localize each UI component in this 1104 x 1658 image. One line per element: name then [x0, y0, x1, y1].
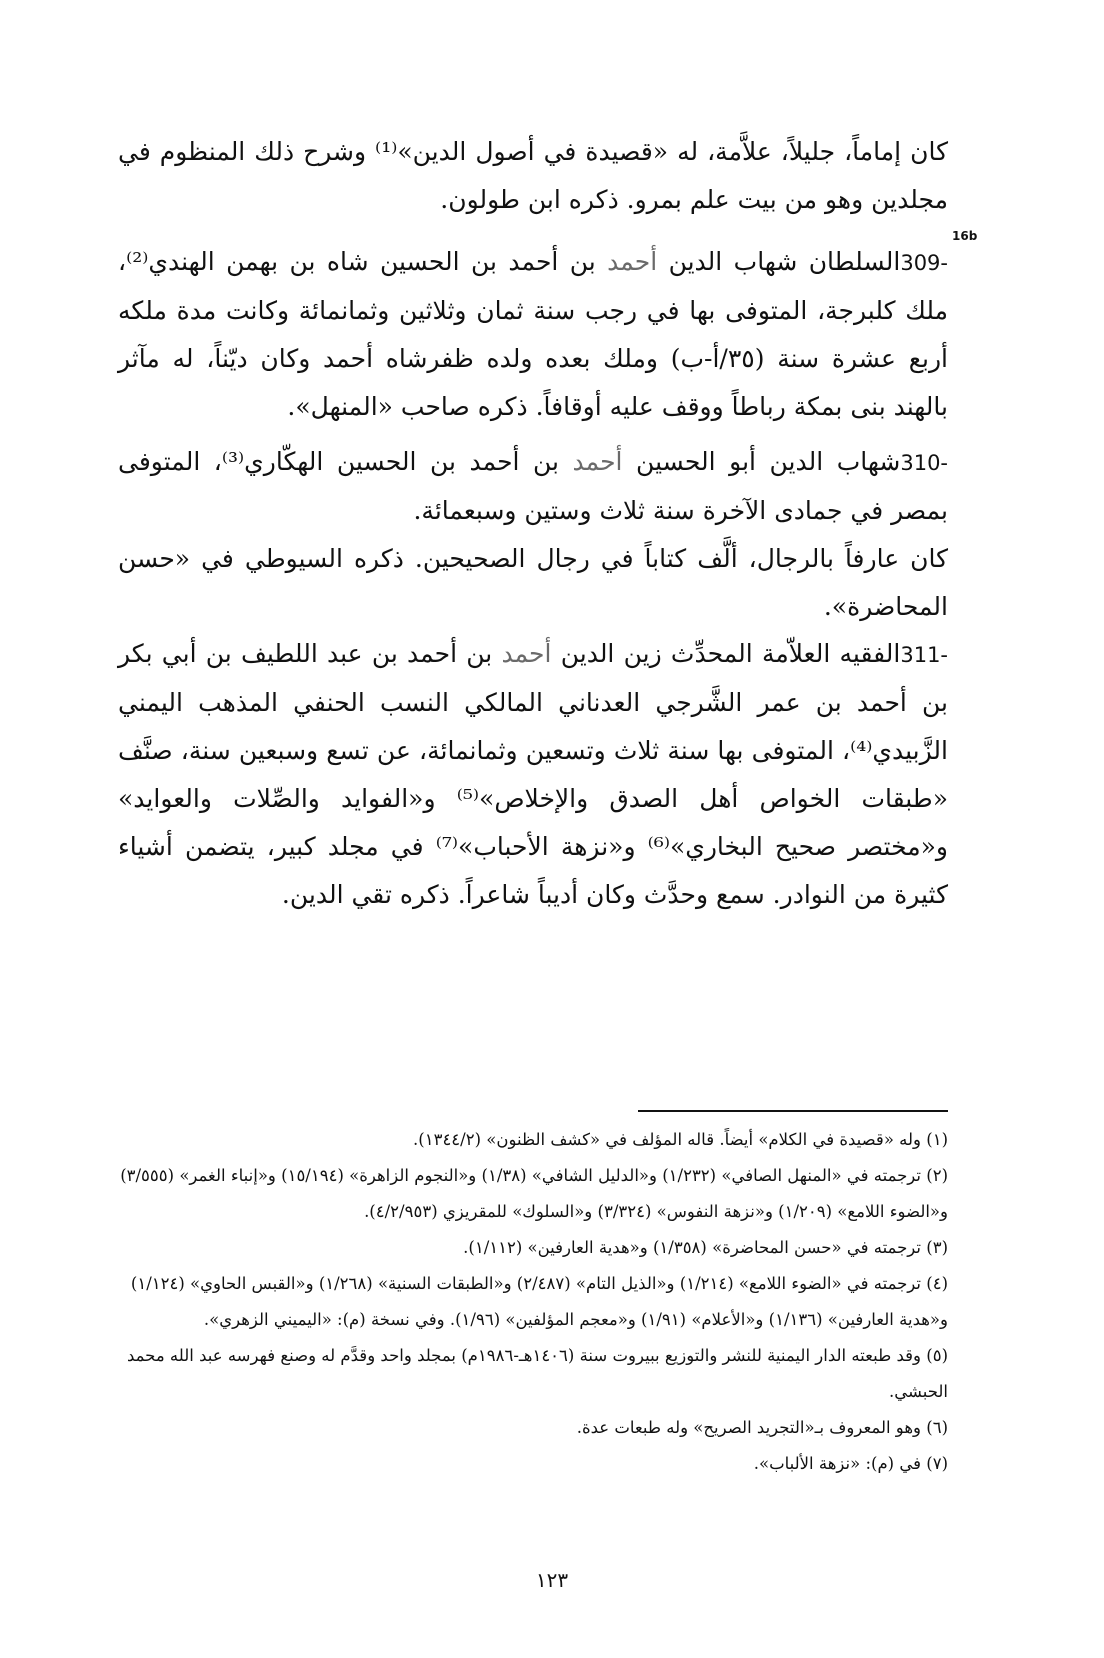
entry-text: بن أحمد بن الحسين الهكّاري⁽³⁾، المتوفى بمصر في جمادى الآخرة سنة ثلاث وستين وسبعمائة.	[118, 447, 948, 525]
continuation-line-1: كان إماماً، جليلاً، علاَّمة، له «قصيدة في أصول الدين»⁽¹⁾ وشرح ذلك المنظوم في	[118, 137, 948, 166]
footnote-3: (٣) ترجمته في «حسن المحاضرة» (١/٣٥٨) و«هدية العارفين» (١/١١٢).	[463, 1238, 948, 1257]
entry-name-highlight: أحمد	[572, 447, 623, 476]
entry-name-highlight: أحمد	[501, 639, 552, 668]
entry-number: 310-	[900, 451, 949, 475]
entry-310	[118, 438, 948, 631]
main-text	[118, 128, 948, 224]
entry-310-paragraph-2: كان عارفاً بالرجال، ألَّف كتاباً في رجال الصحيحين. ذكره السيوطي في «حسن المحاضرة».	[118, 544, 948, 621]
entry-number: 309-	[900, 251, 948, 275]
entry-309	[118, 238, 948, 431]
footnote-2: (٢) ترجمته في «المنهل الصافي» (١/٢٣٢) و«الدليل الشافي» (١/٣٨) و«النجوم الزاهرة» (١٥/١٩٤) و«إنباء الغمر» (٣/٥٥٥) و«الضوء اللامع» (١/٢٠٩) و«نزهة النفوس» (٣/٣٢٤) و«السلوك» للمقريزي (٤/٢/٩٥٣).	[120, 1166, 948, 1221]
entry-311	[118, 630, 948, 919]
footnote-6: (٦) وهو المعروف بـ«التجريد الصريح» وله طبعات عدة.	[576, 1418, 948, 1437]
footnote-5: (٥) وقد طبعته الدار اليمنية للنشر والتوزيع ببيروت سنة (١٤٠٦هـ-١٩٨٦م) بمجلد واحد وقدَّم له وصنع فهرسه عبد الله محمد الحبشي.	[126, 1346, 948, 1401]
entry-text: بن أحمد بن الحسين شاه بن بهمن الهندي⁽²⁾، ملك كلبرجة، المتوفى بها في رجب سنة ثمان وثلاثين وثمانمائة وكانت مدة ملكه أربع عشرة سنة (٣٥/أ-ب) وملك بعده ولده ظفرشاه أحمد وكان ديّناً، له مآثر بالهند بنى بمكة رباطاً ووقف عليه أوقافاً. ذكره صاحب «المنهل».	[118, 247, 948, 421]
continuation-line-2: مجلدين وهو من بيت علم بمرو. ذكره ابن طولون.	[440, 185, 948, 214]
footnote-separator	[638, 1110, 948, 1112]
continuation-paragraph	[118, 128, 948, 224]
entry-lead: الفقيه العلاّمة المحدِّث زين الدين	[551, 639, 901, 668]
entry-number: 311-	[900, 643, 949, 667]
footnote-4: (٤) ترجمته في «الضوء اللامع» (١/٢١٤) و«الذيل التام» (٢/٤٨٧) و«الطبقات السنية» (١/٢٦٨) و«القبس الحاوي» (١/١٢٤) و«هدية العارفين» (١/١٣٦) و«الأعلام» (١/٩١) و«معجم المؤلفين» (١/٩٦). وفي نسخة (م): «اليميني الزهري».	[130, 1274, 948, 1329]
entry-lead: شهاب الدين أبو الحسين	[622, 447, 901, 476]
entry-lead: السلطان شهاب الدين	[657, 247, 901, 276]
footnote-7: (٧) في (م): «نزهة الألباب».	[753, 1454, 948, 1473]
manuscript-folio-marker: 16b	[952, 229, 978, 243]
footnote-1: (١) وله «قصيدة في الكلام» أيضاً. قاله المؤلف في «كشف الظنون» (١٣٤٤/٢).	[413, 1130, 948, 1149]
entry-text: بن أحمد بن عبد اللطيف بن أبي بكر بن أحمد بن عمر الشَّرجي العدناني المالكي النسب الحنفي المذهب اليمني الزَّبيدي⁽⁴⁾، المتوفى بها سنة ثلاث وتسعين وثمانمائة، عن تسع وسبعين سنة، صنَّف «طبقات الخواص أهل الصدق والإخلاص»⁽⁵⁾ و«الفوايد والصِّلات والعوايد» و«مختصر صحيح البخاري»⁽⁶⁾ و«نزهة الأحباب»⁽⁷⁾ في مجلد كبير، يتضمن أشياء كثيرة من النوادر. سمع وحدَّث وكان أديباً شاعراً. ذكره تقي الدين.	[118, 639, 948, 909]
page-number: ١٢٣	[535, 1568, 569, 1592]
footnotes	[118, 1122, 948, 1482]
entry-name-highlight: أحمد	[607, 247, 658, 276]
